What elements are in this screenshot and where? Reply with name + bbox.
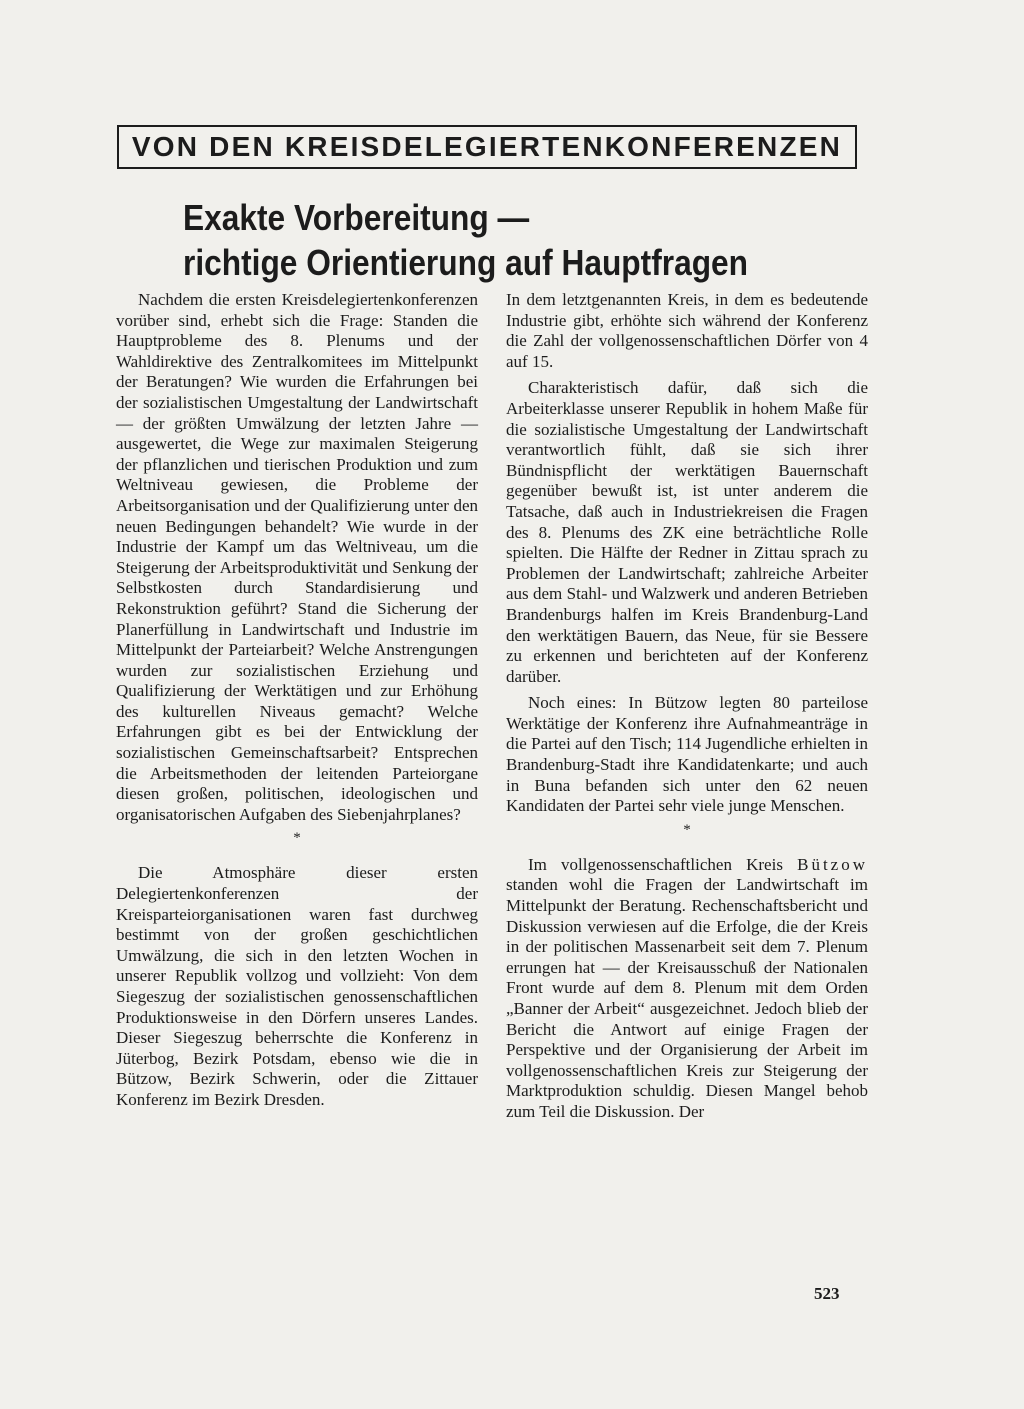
paragraph: Nachdem die ersten Kreisdelegiertenkonferenzen vorüber sind, erhebt sich die Frage: Standen die Hauptprobleme des 8. Plenums und der Wahldirektive des Zentralkomitees im Mittelpunkt der Beratungen? Wie wurden die Erfahrungen bei der sozialistischen Umgestaltung der Landwirtschaft — der größten Umwälzung der letzten Jahre — ausgewertet, die Wege zur maximalen Steigerung der pflanzlichen und tierischen Produktion und zum Weltniveau gewiesen, die Probleme der Arbeitsorganisation und der Qualifizierung unter den neuen Bedingungen behandelt? Wie wurde in der Industrie der Kampf um das Weltniveau, um die Steigerung der Arbeitsproduktivität und Senkung der Selbstkosten durch Standardisierung und Rekonstruktion geführt? Stand die Sicherung der Planerfüllung in Landwirtschaft und Industrie im Mittelpunkt der Parteiarbeit? Welche Anstrengungen wurden zur sozialistischen Erziehung und Qualifizierung der Werktätigen und zur Erhöhung des kulturellen Niveaus gemacht? Welche Erfahrungen gibt es bei der Entwicklung der sozialistischen Gemeinschaftsarbeit? Entsprechen die Arbeitsmethoden der leitenden Parteiorgane diesen großen, politischen, ideologischen und organisatorischen Aufgaben des Siebenjahrplanes? <box>116 290 478 824</box>
page-number: 523 <box>814 1284 840 1303</box>
paragraph: Charakteristisch dafür, daß sich die Arbeiterklasse unserer Republik in hohem Maße für die sozialistische Umgestaltung der Landwirtschaft verantwortlich fühlt, daß sie sich ihrer Bündnispflicht der werktätigen Bauernschaft gegenüber bewußt ist, ist unter anderem die Tatsache, daß auch in Industriekreisen die Fragen des 8. Plenums des ZK eine beträchtliche Rolle spielten. Die Hälfte der Redner in Zittau sprach zu Problemen der Landwirtschaft; zahlreiche Arbeiter aus dem Stahl- und Walzwerk und anderen Betrieben Brandenburgs halfen im Kreis Brandenburg-Land den werktätigen Bauern, das Neue, für sie Bessere zu erkennen und berichteten auf der Konferenz darüber. <box>506 378 868 686</box>
headline-line-2: richtige Orientierung auf Hauptfragen <box>183 242 749 283</box>
section-separator: * <box>683 821 691 838</box>
paragraph: Noch eines: In Bützow legten 80 parteilose Werktätige der Konferenz ihre Aufnahmeanträge in die Partei auf den Tisch; 114 Jugendliche erhielten in Brandenburg-Stadt ihre Kandidatenkarte; und auch in Buna befanden sich unter den 62 neuen Kandidaten der Partei sehr viele junge Menschen. <box>506 693 868 816</box>
section-separator: * <box>293 830 301 847</box>
paragraph: In dem letztgenannten Kreis, in dem es bedeutende Industrie gibt, erhöhte sich während der Konferenz die Zahl der vollgenossenschaftlichen Dörfer von 4 auf 15. <box>506 290 868 371</box>
section-banner: VON DEN KREISDELEGIERTENKONFERENZEN <box>117 125 857 169</box>
spaced-place-name: Bützow <box>797 854 868 874</box>
left-column <box>116 290 478 1111</box>
paragraph: Die Atmosphäre dieser ersten Delegiertenkonferenzen der Kreisparteiorganisationen waren fast durchweg bestimmt von der großen geschichtlichen Umwälzung, die sich in den letzten Wochen in unserer Republik vollzog und vollzieht: Von dem Siegeszug der sozialistischen genossenschaftlichen Produktionsweise in den Dörfern unseres Landes. Dieser Siegeszug beherrschte die Konferenz in Jüterbog, Bezirk Potsdam, ebenso wie die in Bützow, Bezirk Schwerin, oder die Zittauer Konferenz im Bezirk Dresden. <box>116 863 478 1109</box>
paragraph-rest: standen wohl die Fragen der Landwirtschaft im Mittelpunkt der Beratung. Rechenschaftsbericht und Diskussion verwiesen auf die Erfolge, die der Kreis in der politischen Massenarbeit seit dem 7. Plenum errungen hat — der Kreisausschuß der Nationalen Front wurde auf dem 8. Plenum mit dem Orden „Banner der Arbeit“ ausgezeichnet. Jedoch blieb der Bericht die Antwort auf einige Fragen der Perspektive und der Organisierung der Arbeit im vollgenossenschaftlichen Kreis zur Steigerung der Marktproduktion schuldig. Diesen Mangel behob zum Teil die Diskussion. Der <box>506 875 868 1121</box>
paragraph <box>506 855 868 1123</box>
paragraph-start: Im vollgenossenschaftlichen Kreis <box>528 854 783 874</box>
headline-line-1: Exakte Vorbereitung — <box>183 197 530 238</box>
right-column <box>506 290 868 1123</box>
headline <box>183 195 781 285</box>
